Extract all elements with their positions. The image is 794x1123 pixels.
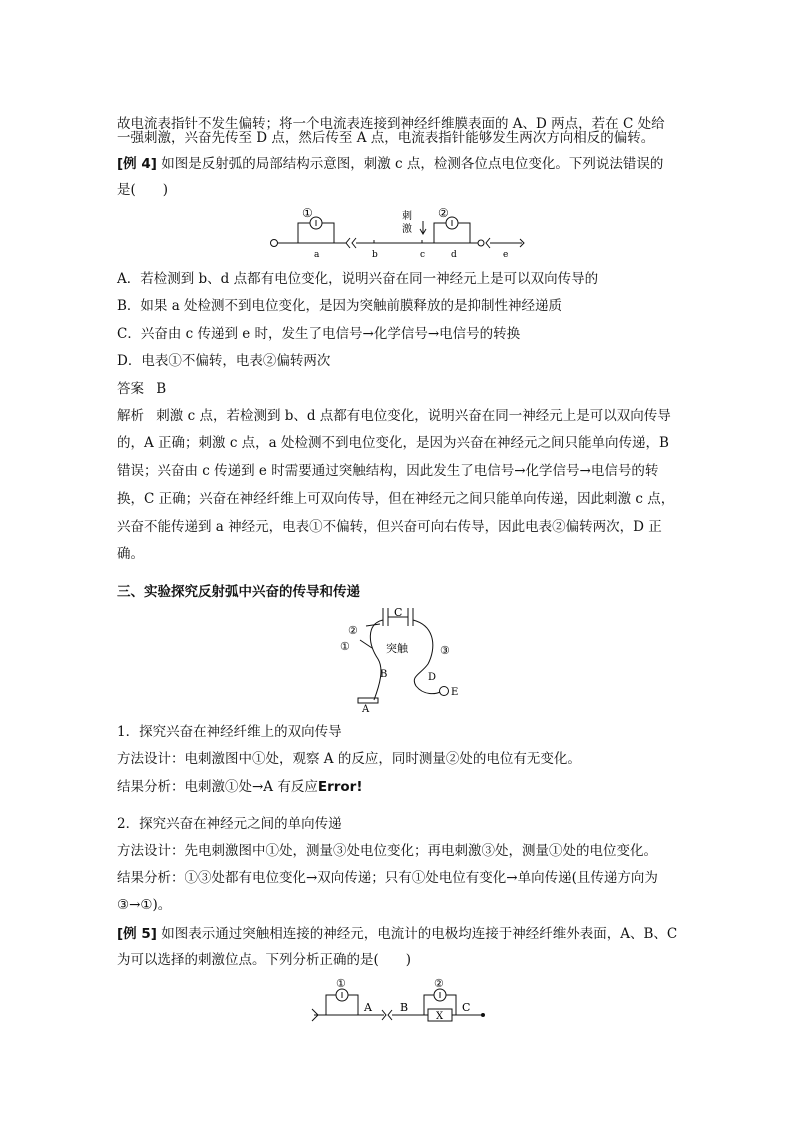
example-5-question-text: 如图表示通过突触相连接的神经元，电流计的电极均连接于神经纤维外表面，A、B、C bbox=[161, 926, 678, 942]
section-3-title: 三、实验探究反射弧中兴奋的传导和传递 bbox=[117, 584, 360, 600]
synapse-C-label: C bbox=[394, 606, 403, 619]
point-a-label: a bbox=[314, 250, 320, 260]
meter-2-label: ② bbox=[438, 206, 449, 220]
point-e-label: e bbox=[503, 250, 509, 260]
analysis-line-6: 确。 bbox=[117, 546, 144, 562]
point-D-label: D bbox=[428, 672, 437, 683]
subsection-2-result-line-1: 结果分析：①③处都有电位变化→双向传递；只有①处电位有变化→单向传递(且传递方向为 bbox=[117, 870, 658, 886]
example-4-option-d: D．电表①不偏转，电表②偏转两次 bbox=[117, 353, 331, 369]
subsection-1-result-text: 结果分析：电刺激①处→A 有反应 bbox=[117, 779, 318, 795]
synapse-right-post bbox=[486, 238, 490, 248]
analysis-line-2: 的，A 正确；刺激 c 点，a 处检测不到电位变化，是因为兴奋在神经元之间只能单向传递，B bbox=[117, 435, 669, 451]
point-2-label: ② bbox=[348, 624, 358, 637]
example-4-question-text: 如图是反射弧的局部结构示意图，刺激 c 点，检测各位点电位变化。下列说法错误的 bbox=[161, 156, 664, 172]
intro-line-1: 故电流表指针不发生偏转；将一个电流表连接到神经纤维膜表面的 A、D 两点，若在 C 处给 bbox=[117, 116, 665, 132]
synapse-label: 突触 bbox=[386, 642, 408, 655]
stimulus-label-1: 刺 bbox=[402, 211, 412, 222]
meter-1-label: ① bbox=[336, 977, 346, 990]
example-4-question-line-2: 是( ) bbox=[117, 182, 169, 198]
point-E-label: E bbox=[451, 687, 459, 698]
analysis-line-1 bbox=[117, 407, 671, 425]
point-B-label: B bbox=[380, 669, 388, 680]
example-5-tag: [例 5] bbox=[117, 926, 157, 942]
point-1-label: ① bbox=[340, 640, 350, 653]
analysis-label: 解析 bbox=[117, 408, 144, 424]
receptor-A bbox=[358, 698, 378, 703]
synapse-left-terminal bbox=[346, 238, 350, 248]
subsection-1-method: 方法设计：电刺激图中①处，观察 A 的反应，同时测量②处的电位有无变化。 bbox=[117, 751, 581, 767]
example-5-question-line-2: 为可以选择的刺激位点。下列分析正确的是( ) bbox=[117, 952, 412, 968]
answer-value: B bbox=[156, 381, 167, 397]
example-4-answer bbox=[117, 380, 166, 398]
postsynaptic-membrane bbox=[388, 1010, 392, 1020]
analysis-text-1: 刺激 c 点，若检测到 b、d 点都有电位变化，说明兴奋在同一神经元上是可以双向传导 bbox=[156, 408, 671, 424]
meter-1-label: ① bbox=[302, 206, 313, 220]
neuron-cell-body-left bbox=[271, 240, 278, 247]
point-c-label: c bbox=[420, 250, 426, 260]
box-X-label: X bbox=[436, 1011, 444, 1022]
subsection-1-result bbox=[117, 778, 363, 796]
example-4-option-b: B．如果 a 处检测不到电位变化，是因为突触前膜释放的是抑制性神经递质 bbox=[117, 298, 563, 314]
point-3-label: ③ bbox=[440, 644, 450, 657]
synapse-left-post bbox=[352, 238, 356, 248]
stimulus-label-2: 激 bbox=[402, 224, 412, 235]
answer-label: 答案 bbox=[117, 381, 144, 397]
subsection-2-result-line-2: ③→①)。 bbox=[117, 897, 172, 913]
stimulus-C-label: C bbox=[462, 1001, 471, 1014]
example-5-question-line-1 bbox=[117, 925, 677, 943]
meter-2-label: ② bbox=[434, 977, 444, 990]
intro-line-2: 一强刺激，兴奋先传至 D 点，然后传至 A 点，电流表指针能够发生两次方向相反的偏转。 bbox=[117, 130, 655, 146]
subsection-2-method: 方法设计：先电刺激图中①处，测量③处电位变化；再电刺激③处，测量①处的电位变化。 bbox=[117, 843, 657, 859]
subsection-2-title: 2．探究兴奋在神经元之间的单向传递 bbox=[117, 816, 342, 832]
error-text: Error! bbox=[317, 779, 363, 795]
effector-E bbox=[440, 687, 449, 696]
stimulus-B-label: B bbox=[400, 1001, 409, 1014]
subsection-1-title: 1．探究兴奋在神经纤维上的双向传导 bbox=[117, 724, 342, 740]
reflex-arc-experiment-figure bbox=[336, 604, 466, 714]
analysis-line-4: 换，C 正确；兴奋在神经纤维上可双向传导，但在神经元之间只能单向传递，因此刺激 c 点， bbox=[117, 491, 675, 507]
stimulus-A-label: A bbox=[364, 1001, 372, 1014]
example-4-option-c: C．兴奋由 c 传递到 e 时，发生了电信号→化学信号→电信号的转换 bbox=[117, 326, 521, 342]
afferent-neuron bbox=[370, 620, 383, 700]
reflex-arc-figure bbox=[270, 205, 530, 261]
synapse-electrometer-figure bbox=[310, 975, 490, 1023]
point-d-label: d bbox=[451, 250, 457, 260]
synapse-right-bulb bbox=[478, 240, 484, 246]
example-4-question-line-1 bbox=[117, 155, 663, 173]
example-4-option-a: A．若检测到 b、d 点都有电位变化，说明兴奋在同一神经元上是可以双向传导的 bbox=[117, 271, 599, 287]
point-b-label: b bbox=[372, 250, 378, 260]
point-A-label: A bbox=[362, 704, 370, 714]
analysis-line-5: 兴奋不能传递到 a 神经元，电表①不偏转，但兴奋可向右传导，因此电表②偏转两次，D 正 bbox=[117, 519, 662, 535]
analysis-line-3: 错误；兴奋由 c 传递到 e 时需要通过突触结构，因此发生了电信号→化学信号→电信号的转 bbox=[117, 463, 659, 479]
example-4-tag: [例 4] bbox=[117, 156, 157, 172]
stimulus-point-C bbox=[482, 1014, 485, 1017]
